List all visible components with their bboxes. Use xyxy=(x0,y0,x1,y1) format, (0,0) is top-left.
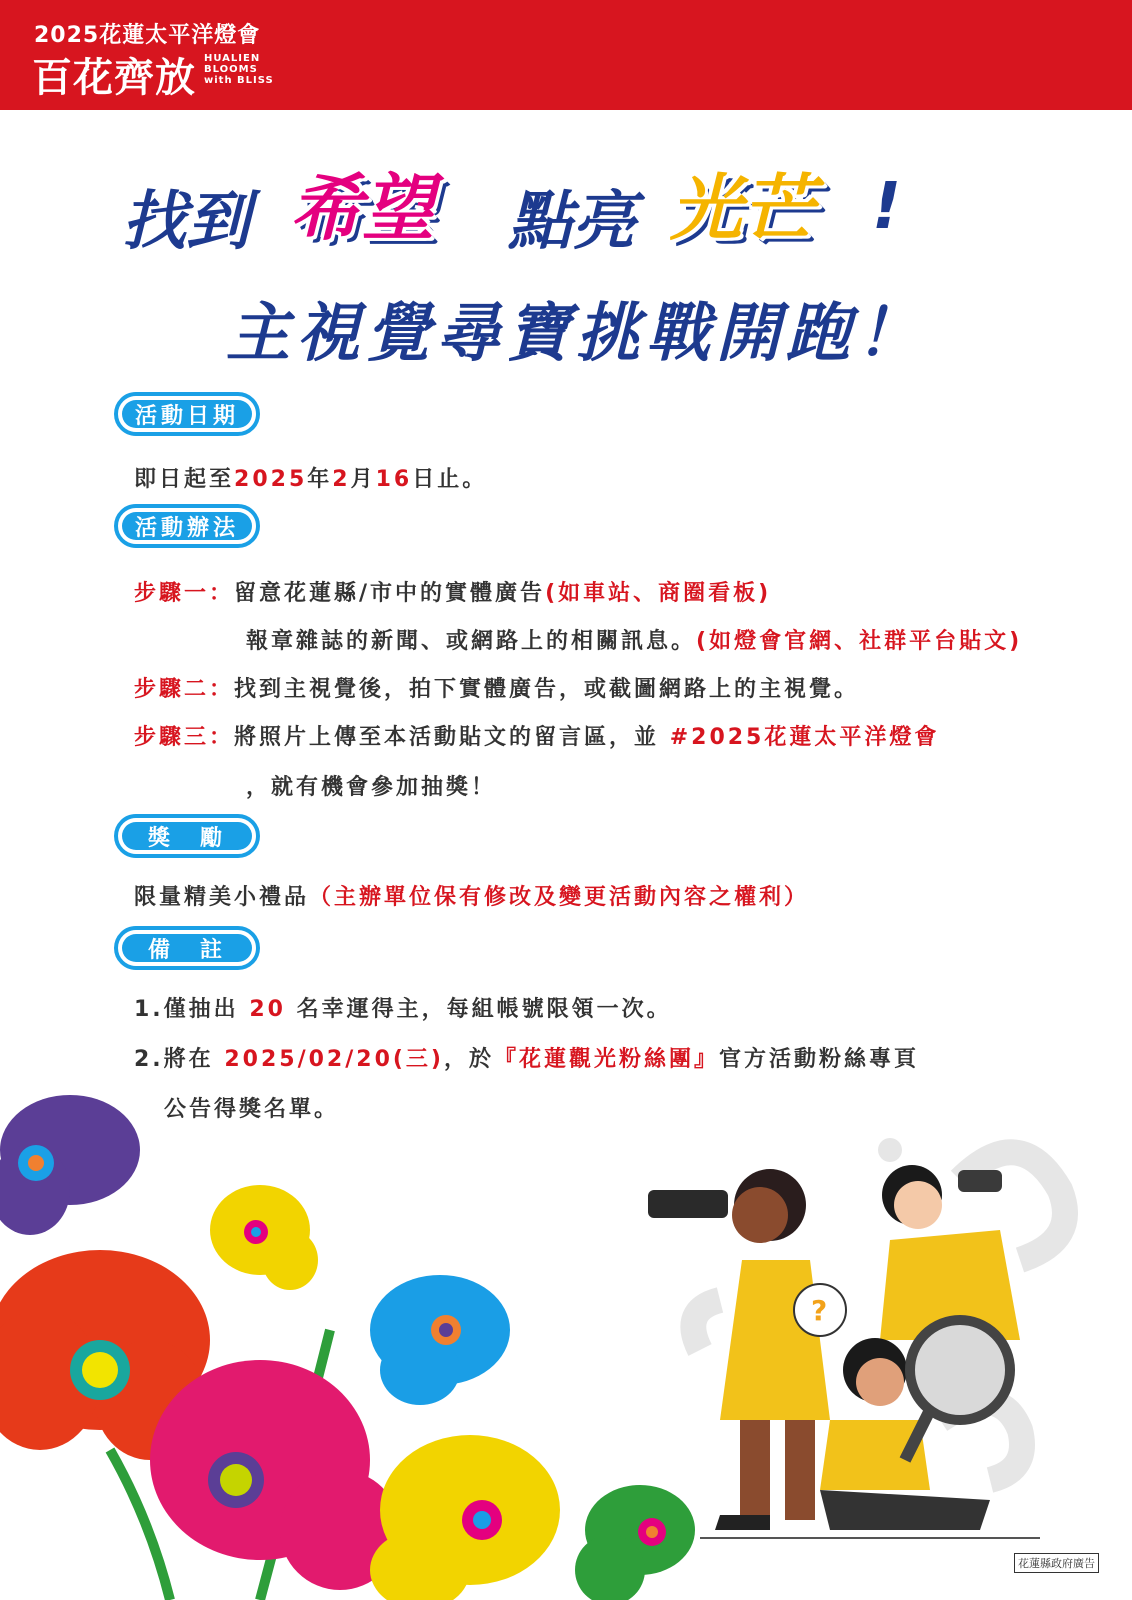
headline-part3: 點亮 xyxy=(508,185,636,259)
green-flower-icon xyxy=(575,1485,695,1600)
date-text: 即日起至2025年2月16日止。 xyxy=(134,467,488,492)
headline-part1: 找到 xyxy=(122,185,250,259)
logo-title: 2025花蓮太平洋燈會 xyxy=(34,23,261,48)
girl-telescope-icon xyxy=(648,1169,846,1530)
svg-text:?: ? xyxy=(811,1294,828,1327)
prize-text: 限量精美小禮品（主辦單位保有修改及變更活動內容之權利） xyxy=(134,885,810,910)
note-1: 1.僅抽出 20 名幸運得主，每組帳號限領一次。 xyxy=(134,997,672,1022)
girl-magnifier-icon xyxy=(820,1320,1010,1530)
section-label-date: 活動日期 xyxy=(114,392,260,436)
yellow-flower-icon xyxy=(210,1185,318,1290)
headline-exclaim: ! xyxy=(872,170,902,244)
section-label-method: 活動辦法 xyxy=(114,504,260,548)
note-2-line2: 公告得獎名單。 xyxy=(164,1097,340,1122)
headline-hope: 希望 xyxy=(290,166,435,250)
step3-line2: ，就有機會參加抽獎！ xyxy=(246,775,497,800)
blue-flower-icon xyxy=(370,1275,510,1405)
pink-flower-icon xyxy=(150,1360,400,1590)
yellow-big-flower-icon xyxy=(370,1435,560,1600)
note-2-line1: 2.將在 2025/02/20(三)，於『花蓮觀光粉絲團』官方活動粉絲專頁 xyxy=(134,1047,920,1072)
government-ad-note: 花蓮縣政府廣告 xyxy=(1014,1553,1099,1573)
section-label-notes: 備 註 xyxy=(114,926,260,970)
logo-subtitle: 百花齊放 xyxy=(32,55,196,101)
step3-line1: 步驟三：將照片上傳至本活動貼文的留言區，並 #2025花蓮太平洋燈會 xyxy=(134,725,940,750)
logo-english: HUALIEN BLOOMS with BLISS xyxy=(204,53,274,86)
headline-line2: 主視覺尋寶挑戰開跑！ xyxy=(226,297,926,371)
step1-line2: 報章雜誌的新聞、或網路上的相關訊息。(如燈會官網、社群平台貼文) xyxy=(246,629,1023,654)
section-label-prize: 獎 勵 xyxy=(114,814,260,858)
purple-flower-icon xyxy=(0,1095,140,1235)
boy-binoculars-icon xyxy=(880,1165,1020,1340)
step2-line: 步驟二：找到主視覺後，拍下實體廣告，或截圖網路上的主視覺。 xyxy=(134,677,860,702)
step1-line1: 步驟一：留意花蓮縣/市中的實體廣告(如車站、商圈看板) xyxy=(134,581,772,606)
headline-light: 光芒 xyxy=(670,166,815,250)
